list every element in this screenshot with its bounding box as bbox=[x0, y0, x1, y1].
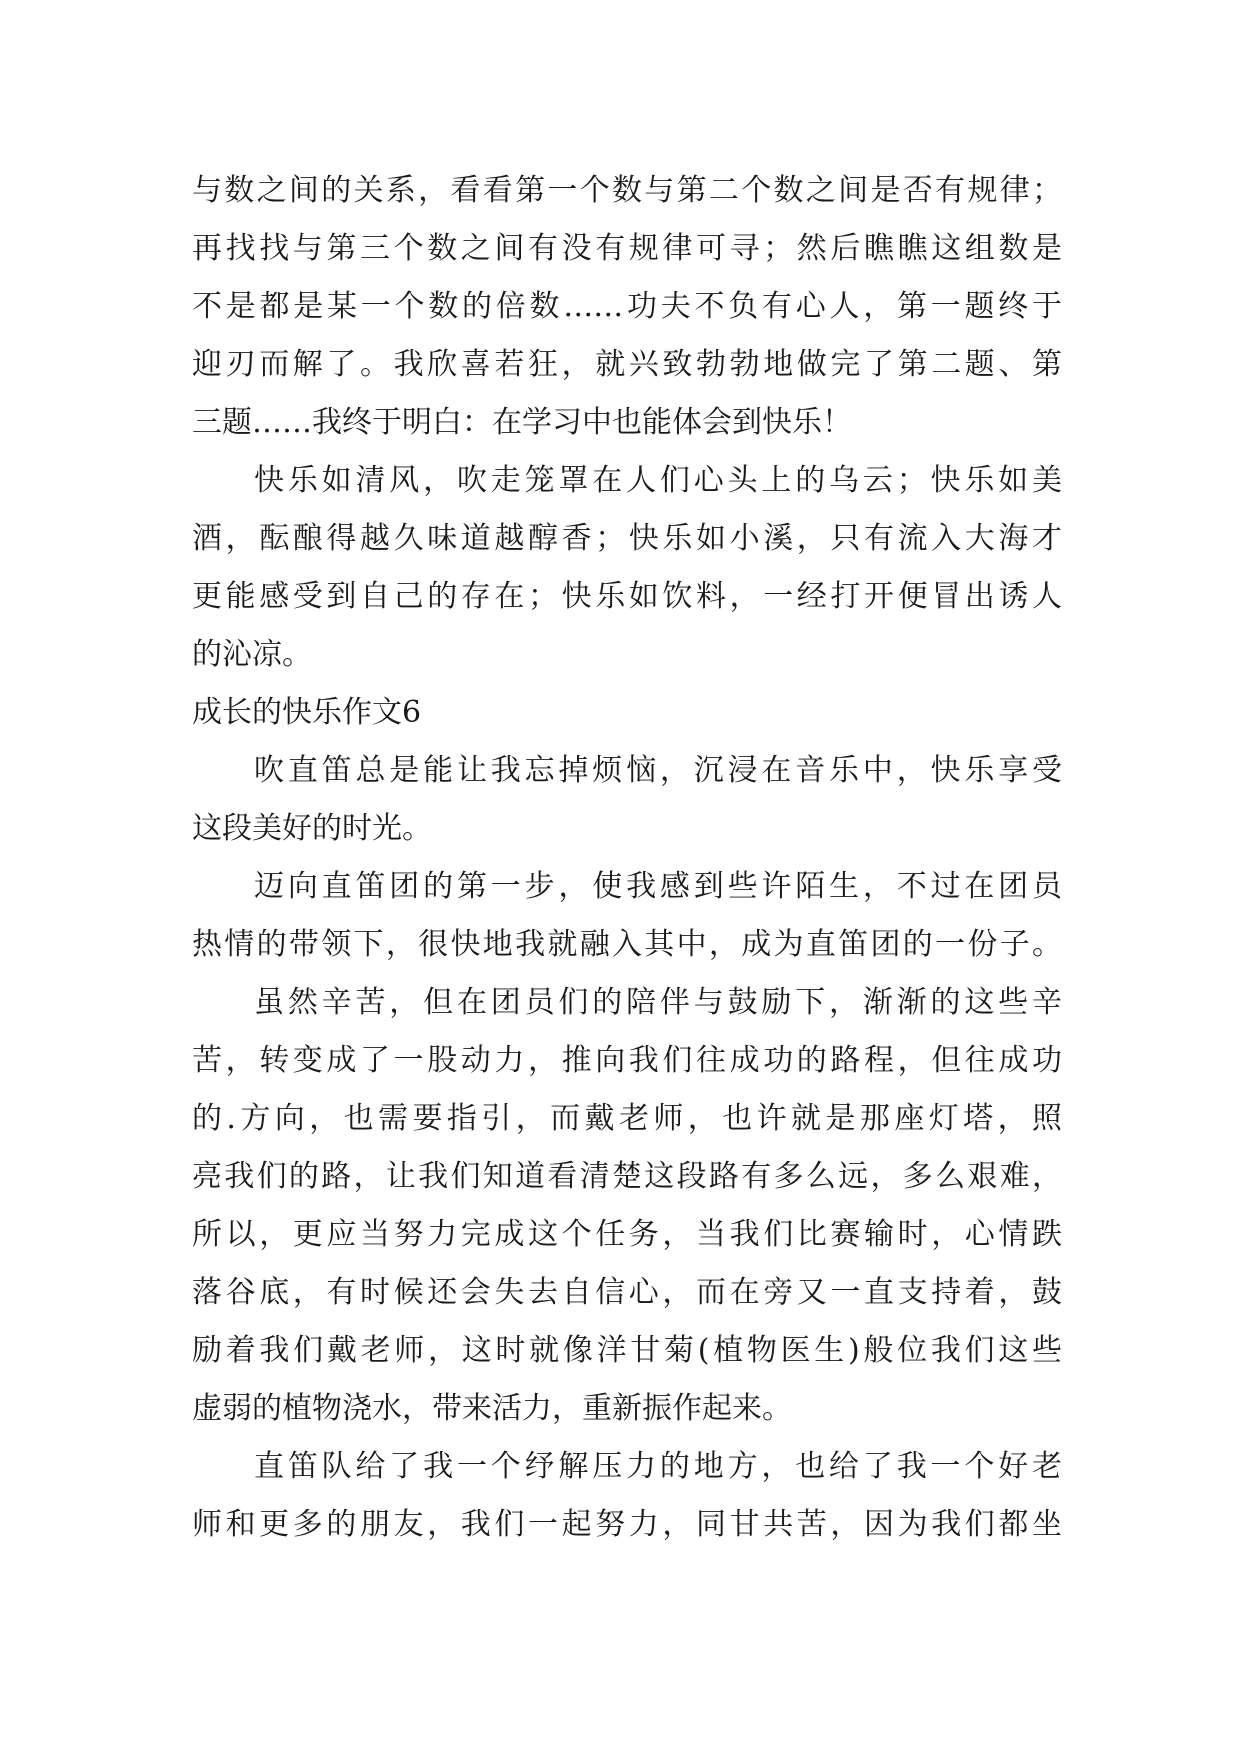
text-line: 直笛队给了我一个纾解压力的地方，也给了我一个好老 bbox=[254, 1449, 1062, 1484]
text-line: 的.方向，也需要指引，而戴老师，也许就是那座灯塔，照 bbox=[192, 1101, 1062, 1136]
text-line: 快乐如清风，吹走笼罩在人们心头上的乌云；快乐如美 bbox=[254, 463, 1062, 498]
paragraph bbox=[192, 1438, 1062, 1554]
text-line: 吹直笛总是能让我忘掉烦恼，沉浸在音乐中，快乐享受 bbox=[254, 753, 1062, 788]
text-line: 再找找与第三个数之间有没有规律可寻；然后瞧瞧这组数是 bbox=[192, 231, 1062, 266]
text-line: 酒，酝酿得越久味道越醇香；快乐如小溪，只有流入大海才 bbox=[192, 521, 1062, 556]
text-line: 亮我们的路，让我们知道看清楚这段路有多么远，多么艰难， bbox=[192, 1159, 1062, 1194]
paragraph bbox=[192, 974, 1062, 1438]
paragraph bbox=[192, 742, 1062, 858]
text-line: 迈向直笛团的第一步，使我感到些许陌生，不过在团员 bbox=[254, 869, 1062, 904]
text-line: 不是都是某一个数的倍数……功夫不负有心人，第一题终于 bbox=[192, 289, 1062, 324]
text-line: 师和更多的朋友，我们一起努力，同甘共苦，因为我们都坐 bbox=[192, 1507, 1062, 1542]
text-line: 励着我们戴老师，这时就像洋甘菊(植物医生)般位我们这些 bbox=[192, 1333, 1062, 1368]
text-line: 苦，转变成了一股动力，推向我们往成功的路程，但往成功 bbox=[192, 1043, 1062, 1078]
section-heading: 成长的快乐作文6 bbox=[192, 695, 422, 730]
paragraph-continuation bbox=[192, 162, 1062, 452]
paragraph bbox=[192, 858, 1062, 974]
document-body bbox=[192, 162, 1062, 1554]
text-line: 落谷底，有时候还会失去自信心，而在旁又一直支持着，鼓 bbox=[192, 1275, 1062, 1310]
text-line: 更能感受到自己的存在；快乐如饮料，一经打开便冒出诱人 bbox=[192, 579, 1062, 614]
text-line: 三题……我终于明白：在学习中也能体会到快乐！ bbox=[192, 405, 852, 440]
paragraph bbox=[192, 452, 1062, 684]
text-line: 迎刃而解了。我欣喜若狂，就兴致勃勃地做完了第二题、第 bbox=[192, 347, 1062, 382]
text-line: 所以，更应当努力完成这个任务，当我们比赛输时，心情跌 bbox=[192, 1217, 1062, 1252]
text-line: 的沁凉。 bbox=[192, 637, 312, 672]
text-line: 与数之间的关系，看看第一个数与第二个数之间是否有规律； bbox=[192, 173, 1062, 208]
text-line: 热情的带领下，很快地我就融入其中，成为直笛团的一份子。 bbox=[192, 927, 1062, 962]
text-line: 虽然辛苦，但在团员们的陪伴与鼓励下，渐渐的这些辛 bbox=[254, 985, 1062, 1020]
text-line: 这段美好的时光。 bbox=[192, 811, 432, 846]
text-line: 虚弱的植物浇水，带来活力，重新振作起来。 bbox=[192, 1391, 792, 1426]
